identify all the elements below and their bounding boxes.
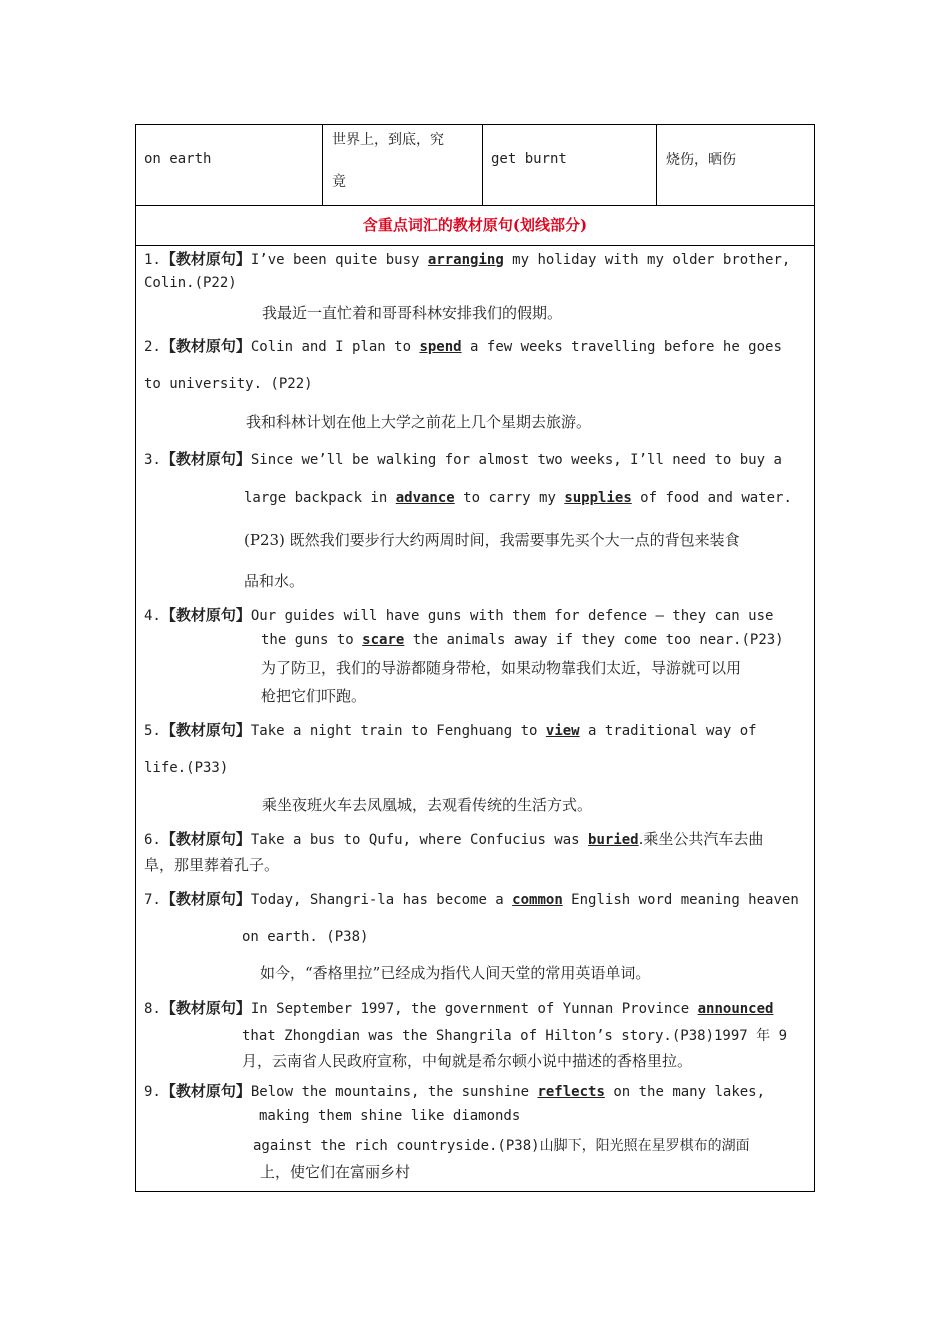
sentence-line: against the rich countryside.(P38)山脚下，阳光照在星罗棋布的湖面: [253, 1138, 750, 1154]
sentence-text: In September 1997, the government of Yunnan Province: [250, 1001, 698, 1017]
sentence-line: making them shine like diamonds: [259, 1108, 521, 1124]
key-word: announced: [697, 1001, 774, 1017]
sentence-number: 9.: [144, 1084, 161, 1100]
vocab-row: [136, 125, 814, 206]
sentence-number: 3.: [144, 452, 161, 468]
sentence-text: I’ve been quite busy: [250, 252, 428, 268]
sentence-line: [144, 448, 782, 469]
sentence-text: English word meaning heaven: [562, 892, 799, 908]
sentence-text: a few weeks travelling before he goes: [461, 339, 782, 355]
vocabulary-table: [135, 124, 815, 1192]
key-word: view: [545, 723, 580, 739]
vocab-term-cell: [483, 125, 657, 205]
sentence-text: Below the mountains, the sunshine: [250, 1084, 538, 1100]
sentence-line: 阜，那里葬着孔子。: [144, 856, 280, 874]
sentence-text: Colin and I plan to: [250, 339, 420, 355]
sentence-label: 【教材原句】: [160, 337, 251, 355]
key-word: reflects: [537, 1084, 605, 1100]
sentence-line: [144, 604, 773, 625]
sentence-label: 【教材原句】: [160, 1082, 251, 1100]
sentence-line: 上，使它们在富丽乡村: [260, 1163, 411, 1181]
sentence-text: on the many lakes,: [604, 1084, 766, 1100]
vocab-term-cell: [136, 125, 323, 205]
sentence-label: 【教材原句】: [160, 890, 251, 908]
sentence-line: [144, 719, 757, 740]
sentence-number: 5.: [144, 723, 161, 739]
sentence-text: large backpack in: [244, 490, 396, 506]
sentence-text: a traditional way of: [579, 723, 757, 739]
sentence-number: 6.: [144, 832, 161, 848]
sentence-text: the guns to: [261, 632, 363, 648]
sentence-label: 【教材原句】: [160, 606, 251, 624]
sentence-line: [144, 828, 763, 849]
sentence-line: [144, 248, 790, 269]
sentence-line: [144, 335, 782, 356]
sentence-text: of food and water.: [631, 490, 792, 506]
sentence-label: 【教材原句】: [160, 999, 251, 1017]
key-word: common: [512, 892, 563, 908]
sentence-label: 【教材原句】: [160, 450, 251, 468]
sentence-line: [144, 1080, 765, 1101]
sentence-text: Take a night train to Fenghuang to: [250, 723, 546, 739]
sentence-label: 【教材原句】: [160, 250, 251, 268]
key-word: buried: [588, 832, 639, 848]
sentence-line: (P23) 既然我们要步行大约两周时间，我需要事先买个大一点的背包来装食: [244, 531, 740, 549]
sentence-number: 1.: [144, 252, 161, 268]
key-word: arranging: [427, 252, 504, 268]
sentence-line: Colin.(P22): [144, 275, 237, 291]
vocab-term: on earth: [144, 151, 212, 167]
sentence-line: [144, 997, 773, 1018]
translation: 为了防卫，我们的导游都随身带枪，如果动物靠我们太近，导游就可以用: [261, 659, 742, 677]
key-word: advance: [395, 490, 455, 506]
vocab-meaning: 烧伤，晒伤: [666, 152, 736, 168]
sentence-number: 2.: [144, 339, 161, 355]
vocab-meaning-line: 世界上，到底，究: [332, 132, 444, 148]
key-word: scare: [362, 632, 405, 648]
sentence-number: 4.: [144, 608, 161, 624]
sentence-line: that Zhongdian was the Shangrila of Hilton’s story.(P38)1997 年 9: [242, 1028, 788, 1044]
translation: 我和科林计划在他上大学之前花上几个星期去旅游。: [246, 413, 592, 431]
sentence-text: .乘坐公共汽车去曲: [638, 830, 764, 848]
sentence-text: Take a bus to Qufu, where Confucius was: [250, 832, 589, 848]
sentence-line: [261, 632, 784, 648]
sentence-line: to university. (P22): [144, 376, 313, 392]
vocab-term: get burnt: [491, 151, 567, 167]
sentence-line: [144, 888, 799, 909]
section-header: 含重点词汇的教材原句(划线部分): [136, 205, 814, 246]
translation: 枪把它们吓跑。: [261, 687, 367, 705]
translation: 我最近一直忙着和哥哥科林安排我们的假期。: [262, 304, 563, 322]
sentence-text: Since we’ll be walking for almost two weeks, I’ll need to buy a: [250, 452, 782, 468]
translation: 乘坐夜班火车去凤凰城，去观看传统的生活方式。: [262, 796, 593, 814]
sentence-number: 8.: [144, 1001, 161, 1017]
sentence-text: to carry my: [454, 490, 565, 506]
sentence-line: life.(P33): [144, 760, 229, 776]
sentence-line: 月，云南省人民政府宣称，中甸就是希尔顿小说中描述的香格里拉。: [242, 1052, 693, 1070]
key-word: supplies: [564, 490, 632, 506]
sentence-text: Our guides will have guns with them for defence — they can use: [250, 608, 774, 624]
sentence-number: 7.: [144, 892, 161, 908]
sentence-label: 【教材原句】: [160, 830, 251, 848]
key-word: spend: [419, 339, 462, 355]
translation: 如今，“香格里拉”已经成为指代人间天堂的常用英语单词。: [260, 964, 651, 982]
sentence-text: the animals away if they come too near.(P23): [404, 632, 784, 648]
sentence-line: 品和水。: [244, 572, 305, 590]
sentence-text: Today, Shangri-la has become a: [250, 892, 513, 908]
vocab-meaning-line: 竟: [332, 174, 346, 190]
sentence-line: [244, 490, 792, 506]
vocab-meaning-cell: [323, 125, 483, 205]
sentence-text: my holiday with my older brother,: [503, 252, 791, 268]
sentence-label: 【教材原句】: [160, 721, 251, 739]
sentence-line: on earth. (P38): [242, 929, 369, 945]
vocab-meaning-cell: [657, 125, 814, 205]
